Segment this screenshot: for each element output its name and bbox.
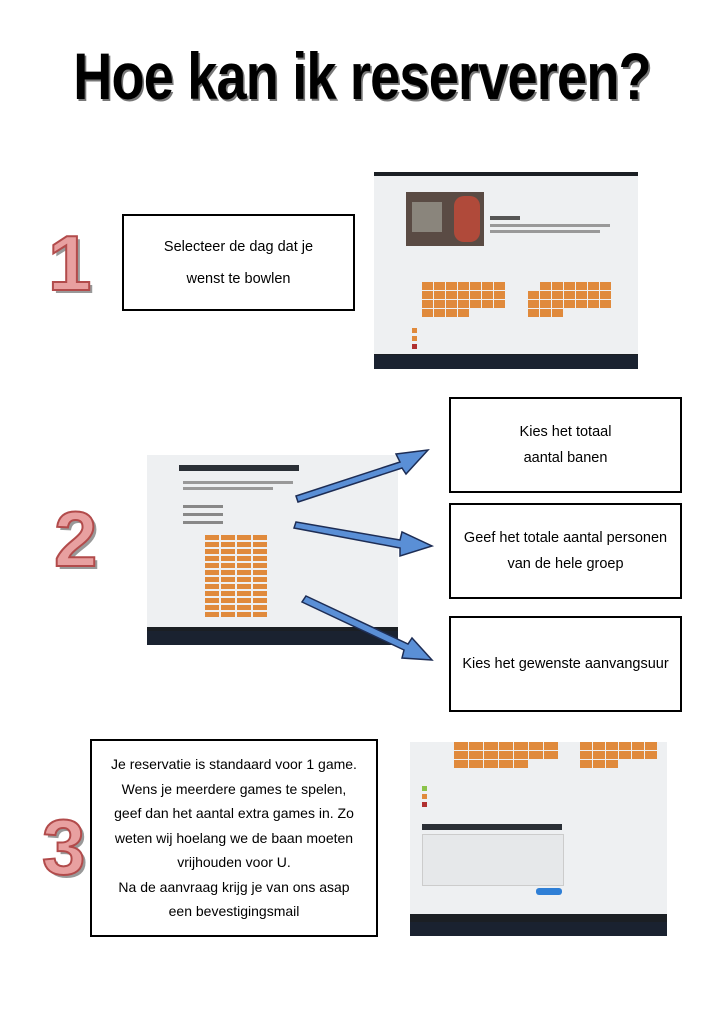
calendar-cell: [446, 282, 457, 290]
calendar-cell: [221, 563, 235, 568]
calendar-cell: [446, 291, 457, 299]
calendar-cell: [484, 751, 498, 759]
step-2-number: 2: [54, 495, 98, 583]
step-3-line-4: weten wij hoelang we de baan moeten: [114, 829, 354, 846]
calendar-cell: [494, 300, 505, 308]
calendar-cell: [221, 542, 235, 547]
arrow-to-personen: [294, 522, 432, 556]
calendar-cell: [528, 309, 539, 317]
calendar-cell: [499, 742, 513, 750]
calendar-cell: [528, 291, 539, 299]
calendar-cell: [482, 300, 493, 308]
calendar-cell: [237, 591, 251, 596]
calendar-cell: [205, 605, 219, 610]
calendar-cell: [253, 542, 267, 547]
calendar-cell: [205, 577, 219, 582]
calendar-cell: [593, 742, 605, 750]
calendar-cell: [253, 556, 267, 561]
calendar-cell: [422, 309, 433, 317]
calendar-cell: [494, 282, 505, 290]
calendar-cell: [221, 598, 235, 603]
calendar-cell: [434, 291, 445, 299]
calendar-cell: [253, 535, 267, 540]
calendar-cell: [564, 291, 575, 299]
calendar-cell: [422, 291, 433, 299]
calendar-cell: [482, 282, 493, 290]
calendar-cell: [469, 760, 483, 768]
calendar-cell: [540, 309, 551, 317]
calendar-cell: [499, 760, 513, 768]
callout-personen-line-1: Geef het totale aantal personen: [463, 530, 668, 546]
calendar-cell: [540, 291, 551, 299]
calendar-cell: [253, 577, 267, 582]
arrow-right-icon: [290, 440, 440, 680]
calendar-cell: [645, 742, 657, 750]
calendar-cell: [619, 751, 631, 759]
calendar-cell: [588, 291, 599, 299]
calendar-cell: [446, 300, 457, 308]
calendar-cell: [482, 291, 493, 299]
calendar-cell: [221, 577, 235, 582]
calendar-cell: [422, 300, 433, 308]
calendar-cell: [205, 563, 219, 568]
calendar-cell: [253, 549, 267, 554]
calendar-cell: [422, 282, 433, 290]
arrow-to-banen: [296, 450, 428, 502]
calendar-cell: [205, 584, 219, 589]
step-3-line-5: vrijhouden voor U.: [177, 854, 291, 871]
step-1-instruction: [122, 214, 355, 311]
step-1-number: 1: [48, 219, 92, 307]
step-1-line-1: Selecteer de dag dat je: [163, 238, 314, 255]
calendar-cell: [434, 300, 445, 308]
calendar-cell: [237, 577, 251, 582]
calendar-cell: [458, 291, 469, 299]
calendar-cell: [253, 605, 267, 610]
calendar-cell: [237, 570, 251, 575]
calendar-cell: [552, 291, 563, 299]
calendar-cell: [529, 751, 543, 759]
calendar-cell: [606, 760, 618, 768]
step-3-number: 3: [42, 803, 86, 891]
step-1-screenshot: [374, 172, 638, 369]
calendar-cell: [221, 570, 235, 575]
calendar-cell: [454, 751, 468, 759]
calendar-cell: [205, 598, 219, 603]
calendar-cell: [205, 542, 219, 547]
calendar-cell: [544, 751, 558, 759]
calendar-cell: [580, 751, 592, 759]
calendar-cell: [253, 584, 267, 589]
calendar-cell: [237, 549, 251, 554]
calendar-cell: [588, 282, 599, 290]
calendar-cell: [221, 612, 235, 617]
calendar-cell: [454, 742, 468, 750]
calendar-cell: [606, 751, 618, 759]
calendar-cell: [544, 742, 558, 750]
callout-personen: [449, 503, 682, 599]
callout-banen-line-2: aantal banen: [523, 450, 608, 466]
calendar-cell: [458, 300, 469, 308]
arrow-to-aanvangsuur: [302, 596, 432, 660]
calendar-cell: [237, 612, 251, 617]
calendar-cell: [540, 300, 551, 308]
calendar-cell: [580, 760, 592, 768]
step-3-screenshot: [410, 742, 667, 936]
calendar-cell: [484, 760, 498, 768]
calendar-cell: [205, 591, 219, 596]
calendar-cell: [237, 598, 251, 603]
calendar-cell: [564, 282, 575, 290]
calendar-cell: [205, 612, 219, 617]
calendar-cell: [253, 570, 267, 575]
calendar-cell: [470, 300, 481, 308]
calendar-cell: [600, 282, 611, 290]
calendar-cell: [221, 535, 235, 540]
calendar-cell: [237, 542, 251, 547]
step-3-line-3: geef dan het aantal extra games in. Zo: [114, 805, 354, 822]
calendar-cell: [593, 751, 605, 759]
calendar-cell: [237, 556, 251, 561]
step-3-line-6: Na de aanvraag krijg je van ons asap: [118, 878, 350, 895]
calendar-cell: [600, 300, 611, 308]
calendar-cell: [253, 591, 267, 596]
calendar-cell: [529, 742, 543, 750]
calendar-cell: [580, 742, 592, 750]
callout-aanvangsuur-line-1: Kies het gewenste aanvangsuur: [462, 656, 669, 672]
calendar-cell: [514, 760, 528, 768]
calendar-cell: [484, 742, 498, 750]
calendar-cell: [632, 742, 644, 750]
calendar-cell: [470, 282, 481, 290]
calendar-cell: [205, 549, 219, 554]
callout-personen-line-2: van de hele groep: [507, 556, 624, 572]
calendar-cell: [205, 535, 219, 540]
step-1-line-2: wenst te bowlen: [186, 270, 291, 287]
calendar-cell: [458, 282, 469, 290]
calendar-cell: [253, 598, 267, 603]
calendar-cell: [540, 282, 551, 290]
calendar-cell: [469, 742, 483, 750]
calendar-cell: [221, 591, 235, 596]
calendar-cell: [458, 309, 469, 317]
calendar-cell: [632, 751, 644, 759]
calendar-cell: [221, 556, 235, 561]
calendar-cell: [645, 751, 657, 759]
calendar-cell: [576, 291, 587, 299]
page-title: Hoe kan ik reserveren?: [73, 39, 651, 113]
calendar-cell: [454, 760, 468, 768]
calendar-cell: [237, 535, 251, 540]
calendar-cell: [221, 605, 235, 610]
calendar-cell: [434, 309, 445, 317]
calendar-cell: [237, 584, 251, 589]
calendar-cell: [606, 742, 618, 750]
step-3-line-7: een bevestigingsmail: [168, 903, 300, 920]
callout-banen-line-1: Kies het totaal: [519, 424, 612, 440]
calendar-cell: [552, 300, 563, 308]
bowling-photo: [406, 192, 484, 246]
calendar-cell: [221, 549, 235, 554]
calendar-cell: [528, 300, 539, 308]
calendar-cell: [434, 282, 445, 290]
calendar-cell: [593, 760, 605, 768]
calendar-cell: [576, 300, 587, 308]
calendar-cell: [514, 742, 528, 750]
calendar-cell: [552, 282, 563, 290]
calendar-cell: [237, 563, 251, 568]
calendar-cell: [552, 309, 563, 317]
callout-aanvangsuur: [449, 616, 682, 712]
step-3-instruction: [90, 739, 378, 937]
calendar-cell: [564, 300, 575, 308]
calendar-cell: [469, 751, 483, 759]
calendar-cell: [494, 291, 505, 299]
calendar-cell: [619, 742, 631, 750]
calendar-cell: [600, 291, 611, 299]
calendar-cell: [253, 563, 267, 568]
step-3-line-2: Wens je meerdere games te spelen,: [121, 780, 347, 797]
calendar-cell: [576, 282, 587, 290]
calendar-cell: [253, 612, 267, 617]
calendar-cell: [205, 570, 219, 575]
calendar-cell: [499, 751, 513, 759]
calendar-cell: [221, 584, 235, 589]
calendar-cell: [237, 605, 251, 610]
callout-banen: [449, 397, 682, 493]
calendar-cell: [446, 309, 457, 317]
calendar-cell: [470, 291, 481, 299]
calendar-cell: [205, 556, 219, 561]
calendar-cell: [514, 751, 528, 759]
step-3-line-1: Je reservatie is standaard voor 1 game.: [111, 756, 357, 773]
calendar-cell: [588, 300, 599, 308]
